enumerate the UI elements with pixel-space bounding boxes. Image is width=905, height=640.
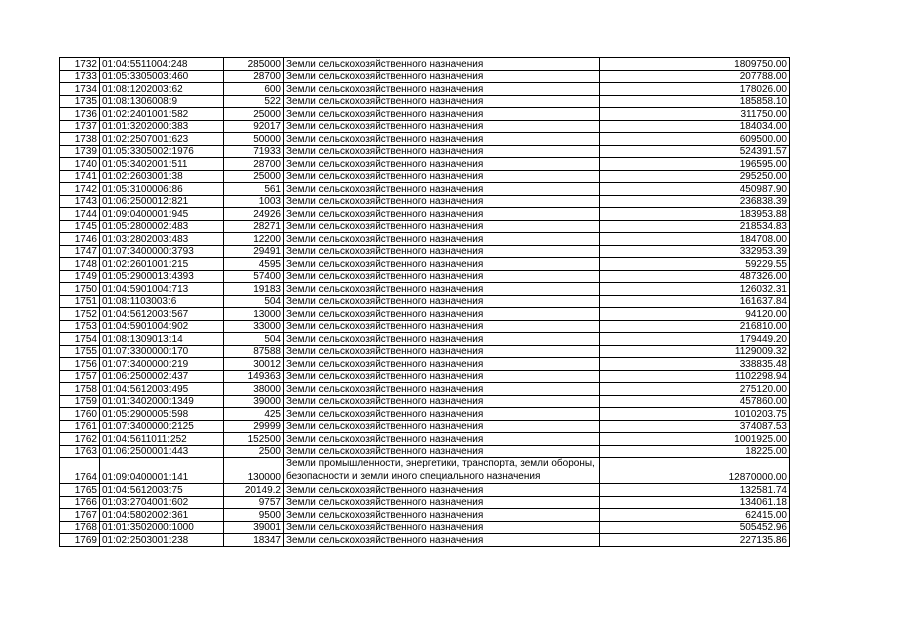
row-number-cell: 1753 [60,320,100,333]
cadastral-number-cell: 01:04:5611011:252 [100,433,224,446]
land-category-cell: Земли сельскохозяйственного назначения [284,333,600,346]
row-number-cell: 1751 [60,295,100,308]
row-number-cell: 1762 [60,433,100,446]
table-row [60,458,790,484]
table-row [60,308,790,321]
cadastral-number-cell: 01:02:2401001:582 [100,108,224,121]
land-parcel-table [59,57,790,547]
cadastral-number-cell: 01:04:5901004:713 [100,283,224,296]
cadastral-value-cell: 62415.00 [600,509,790,522]
table-row [60,370,790,383]
cadastral-number-cell: 01:04:5612003:495 [100,383,224,396]
cadastral-number-cell: 01:05:2900005:598 [100,408,224,421]
area-cell: 38000 [224,383,284,396]
cadastral-value-cell: 18225.00 [600,445,790,458]
land-category-cell: Земли сельскохозяйственного назначения [284,283,600,296]
row-number-cell: 1745 [60,220,100,233]
row-number-cell: 1759 [60,395,100,408]
table-row [60,245,790,258]
area-cell: 2500 [224,445,284,458]
cadastral-value-cell: 59229.55 [600,258,790,271]
table-row [60,345,790,358]
cadastral-value-cell: 450987.90 [600,183,790,196]
cadastral-value-cell: 505452.96 [600,521,790,534]
row-number-cell: 1738 [60,133,100,146]
row-number-cell: 1763 [60,445,100,458]
table-row [60,283,790,296]
land-category-cell: Земли сельскохозяйственного назначения [284,534,600,547]
table-row [60,484,790,497]
row-number-cell: 1767 [60,509,100,522]
row-number-cell: 1755 [60,345,100,358]
area-cell: 561 [224,183,284,196]
land-category-cell: Земли сельскохозяйственного назначения [284,220,600,233]
cadastral-number-cell: 01:05:3305003:460 [100,70,224,83]
land-category-cell: Земли сельскохозяйственного назначения [284,158,600,171]
cadastral-number-cell: 01:01:3202000:383 [100,120,224,133]
row-number-cell: 1736 [60,108,100,121]
table-body [60,58,790,547]
row-number-cell: 1756 [60,358,100,371]
cadastral-number-cell: 01:07:3400000:219 [100,358,224,371]
land-category-cell: Земли сельскохозяйственного назначения [284,233,600,246]
cadastral-value-cell: 236838.39 [600,195,790,208]
row-number-cell: 1757 [60,370,100,383]
area-cell: 130000 [224,458,284,484]
cadastral-number-cell: 01:04:5511004:248 [100,58,224,71]
cadastral-number-cell: 01:06:2500012:821 [100,195,224,208]
row-number-cell: 1758 [60,383,100,396]
land-category-cell: Земли сельскохозяйственного назначения [284,395,600,408]
row-number-cell: 1744 [60,208,100,221]
area-cell: 522 [224,95,284,108]
cadastral-value-cell: 126032.31 [600,283,790,296]
area-cell: 28700 [224,158,284,171]
area-cell: 504 [224,333,284,346]
row-number-cell: 1769 [60,534,100,547]
row-number-cell: 1765 [60,484,100,497]
area-cell: 50000 [224,133,284,146]
table-row [60,108,790,121]
land-category-cell: Земли сельскохозяйственного назначения [284,208,600,221]
table-row [60,133,790,146]
cadastral-value-cell: 311750.00 [600,108,790,121]
land-category-cell: Земли сельскохозяйственного назначения [284,496,600,509]
area-cell: 152500 [224,433,284,446]
area-cell: 504 [224,295,284,308]
area-cell: 33000 [224,320,284,333]
land-category-cell: Земли сельскохозяйственного назначения [284,145,600,158]
area-cell: 4595 [224,258,284,271]
row-number-cell: 1747 [60,245,100,258]
table-row [60,183,790,196]
row-number-cell: 1740 [60,158,100,171]
land-category-cell: Земли сельскохозяйственного назначения [284,521,600,534]
land-category-cell: Земли сельскохозяйственного назначения [284,295,600,308]
cadastral-number-cell: 01:02:2601001:215 [100,258,224,271]
table-row [60,120,790,133]
cadastral-value-cell: 218534.83 [600,220,790,233]
table-row [60,158,790,171]
row-number-cell: 1746 [60,233,100,246]
land-category-cell: Земли сельскохозяйственного назначения [284,408,600,421]
area-cell: 57400 [224,270,284,283]
land-category-cell: Земли сельскохозяйственного назначения [284,183,600,196]
cadastral-value-cell: 1001925.00 [600,433,790,446]
area-cell: 28271 [224,220,284,233]
cadastral-value-cell: 1102298.94 [600,370,790,383]
row-number-cell: 1748 [60,258,100,271]
cadastral-number-cell: 01:07:3300000:170 [100,345,224,358]
cadastral-value-cell: 12870000.00 [600,458,790,484]
cadastral-value-cell: 216810.00 [600,320,790,333]
area-cell: 285000 [224,58,284,71]
area-cell: 24926 [224,208,284,221]
cadastral-number-cell: 01:08:1306008:9 [100,95,224,108]
row-number-cell: 1739 [60,145,100,158]
row-number-cell: 1737 [60,120,100,133]
land-category-cell: Земли сельскохозяйственного назначения [284,120,600,133]
area-cell: 25000 [224,108,284,121]
cadastral-number-cell: 01:02:2507001:623 [100,133,224,146]
table-row [60,195,790,208]
table-row [60,445,790,458]
table-row [60,170,790,183]
cadastral-value-cell: 338835.48 [600,358,790,371]
cadastral-number-cell: 01:05:2900013:4393 [100,270,224,283]
area-cell: 39001 [224,521,284,534]
cadastral-value-cell: 132581.74 [600,484,790,497]
cadastral-value-cell: 332953.39 [600,245,790,258]
cadastral-number-cell: 01:04:5612003:567 [100,308,224,321]
table-row [60,70,790,83]
cadastral-number-cell: 01:04:5901004:902 [100,320,224,333]
area-cell: 13000 [224,308,284,321]
row-number-cell: 1733 [60,70,100,83]
land-category-cell: Земли сельскохозяйственного назначения [284,345,600,358]
land-category-cell: Земли сельскохозяйственного назначения [284,383,600,396]
table-row [60,270,790,283]
land-category-cell: Земли сельскохозяйственного назначения [284,445,600,458]
table-row [60,233,790,246]
table-row [60,58,790,71]
cadastral-value-cell: 275120.00 [600,383,790,396]
row-number-cell: 1766 [60,496,100,509]
cadastral-number-cell: 01:02:2603001:38 [100,170,224,183]
row-number-cell: 1749 [60,270,100,283]
area-cell: 9500 [224,509,284,522]
area-cell: 1003 [224,195,284,208]
cadastral-value-cell: 207788.00 [600,70,790,83]
table-row [60,521,790,534]
land-category-cell: Земли сельскохозяйственного назначения [284,270,600,283]
land-category-cell: Земли сельскохозяйственного назначения [284,133,600,146]
area-cell: 25000 [224,170,284,183]
table-row [60,383,790,396]
land-category-cell: Земли сельскохозяйственного назначения [284,308,600,321]
cadastral-value-cell: 487326.00 [600,270,790,283]
land-category-cell: Земли сельскохозяйственного назначения [284,320,600,333]
land-category-cell: Земли сельскохозяйственного назначения [284,83,600,96]
cadastral-value-cell: 295250.00 [600,170,790,183]
table-row [60,333,790,346]
land-category-cell: Земли сельскохозяйственного назначения [284,245,600,258]
area-cell: 28700 [224,70,284,83]
cadastral-value-cell: 183953.88 [600,208,790,221]
cadastral-number-cell: 01:07:3400000:2125 [100,420,224,433]
row-number-cell: 1735 [60,95,100,108]
row-number-cell: 1754 [60,333,100,346]
table-row [60,433,790,446]
area-cell: 30012 [224,358,284,371]
row-number-cell: 1743 [60,195,100,208]
land-category-cell: Земли сельскохозяйственного назначения [284,433,600,446]
table-row [60,208,790,221]
row-number-cell: 1750 [60,283,100,296]
area-cell: 87588 [224,345,284,358]
cadastral-number-cell: 01:07:3400000:3793 [100,245,224,258]
area-cell: 39000 [224,395,284,408]
land-category-cell: Земли сельскохозяйственного назначения [284,108,600,121]
cadastral-value-cell: 196595.00 [600,158,790,171]
table-row [60,83,790,96]
table-row [60,420,790,433]
cadastral-number-cell: 01:05:3100006:86 [100,183,224,196]
cadastral-number-cell: 01:05:3305002:1976 [100,145,224,158]
table-row [60,145,790,158]
cadastral-value-cell: 374087.53 [600,420,790,433]
area-cell: 20149.2 [224,484,284,497]
cadastral-number-cell: 01:05:2800002:483 [100,220,224,233]
cadastral-value-cell: 94120.00 [600,308,790,321]
row-number-cell: 1734 [60,83,100,96]
land-category-cell: Земли сельскохозяйственного назначения [284,95,600,108]
table-row [60,509,790,522]
table-row [60,395,790,408]
table-row [60,220,790,233]
row-number-cell: 1760 [60,408,100,421]
cadastral-number-cell: 01:09:0400001:141 [100,458,224,484]
cadastral-number-cell: 01:08:1309013:14 [100,333,224,346]
area-cell: 12200 [224,233,284,246]
cadastral-number-cell: 01:01:3502000:1000 [100,521,224,534]
area-cell: 29999 [224,420,284,433]
table-row [60,408,790,421]
land-category-cell: Земли сельскохозяйственного назначения [284,258,600,271]
table-row [60,534,790,547]
table-row [60,358,790,371]
cadastral-value-cell: 184708.00 [600,233,790,246]
cadastral-number-cell: 01:08:1202003:62 [100,83,224,96]
cadastral-number-cell: 01:01:3402000:1349 [100,395,224,408]
land-category-cell: Земли сельскохозяйственного назначения [284,509,600,522]
cadastral-value-cell: 457860.00 [600,395,790,408]
cadastral-number-cell: 01:08:1103003:6 [100,295,224,308]
row-number-cell: 1761 [60,420,100,433]
table-row [60,496,790,509]
table-row [60,258,790,271]
cadastral-number-cell: 01:09:0400001:945 [100,208,224,221]
area-cell: 71933 [224,145,284,158]
row-number-cell: 1768 [60,521,100,534]
cadastral-value-cell: 134061.18 [600,496,790,509]
area-cell: 19183 [224,283,284,296]
area-cell: 9757 [224,496,284,509]
cadastral-number-cell: 01:05:3402001:511 [100,158,224,171]
cadastral-number-cell: 01:04:5802002:361 [100,509,224,522]
land-category-cell: Земли сельскохозяйственного назначения [284,70,600,83]
row-number-cell: 1742 [60,183,100,196]
cadastral-number-cell: 01:04:5612003:75 [100,484,224,497]
land-category-cell: Земли сельскохозяйственного назначения [284,170,600,183]
cadastral-value-cell: 1010203.75 [600,408,790,421]
land-category-cell: Земли сельскохозяйственного назначения [284,370,600,383]
cadastral-value-cell: 178026.00 [600,83,790,96]
cadastral-value-cell: 1809750.00 [600,58,790,71]
cadastral-value-cell: 609500.00 [600,133,790,146]
cadastral-value-cell: 184034.00 [600,120,790,133]
row-number-cell: 1764 [60,458,100,484]
row-number-cell: 1732 [60,58,100,71]
cadastral-number-cell: 01:03:2704001:602 [100,496,224,509]
cadastral-number-cell: 01:02:2503001:238 [100,534,224,547]
cadastral-value-cell: 179449.20 [600,333,790,346]
area-cell: 18347 [224,534,284,547]
land-category-cell: Земли сельскохозяйственного назначения [284,195,600,208]
area-cell: 600 [224,83,284,96]
cadastral-value-cell: 161637.84 [600,295,790,308]
cadastral-number-cell: 01:06:2500002:437 [100,370,224,383]
land-category-cell: Земли сельскохозяйственного назначения [284,358,600,371]
land-category-cell: Земли промышленности, энергетики, транспорта, земли обороны, безопасности и земли иного специального назначения [284,458,600,484]
cadastral-value-cell: 227135.86 [600,534,790,547]
row-number-cell: 1741 [60,170,100,183]
cadastral-value-cell: 524391.57 [600,145,790,158]
area-cell: 92017 [224,120,284,133]
cadastral-number-cell: 01:06:2500001:443 [100,445,224,458]
land-category-cell: Земли сельскохозяйственного назначения [284,484,600,497]
land-category-cell: Земли сельскохозяйственного назначения [284,420,600,433]
area-cell: 425 [224,408,284,421]
table-row [60,320,790,333]
land-category-cell: Земли сельскохозяйственного назначения [284,58,600,71]
area-cell: 29491 [224,245,284,258]
table-row [60,295,790,308]
table-row [60,95,790,108]
cadastral-number-cell: 01:03:2802003:483 [100,233,224,246]
cadastral-value-cell: 1129009.32 [600,345,790,358]
area-cell: 149363 [224,370,284,383]
row-number-cell: 1752 [60,308,100,321]
cadastral-value-cell: 185858.10 [600,95,790,108]
